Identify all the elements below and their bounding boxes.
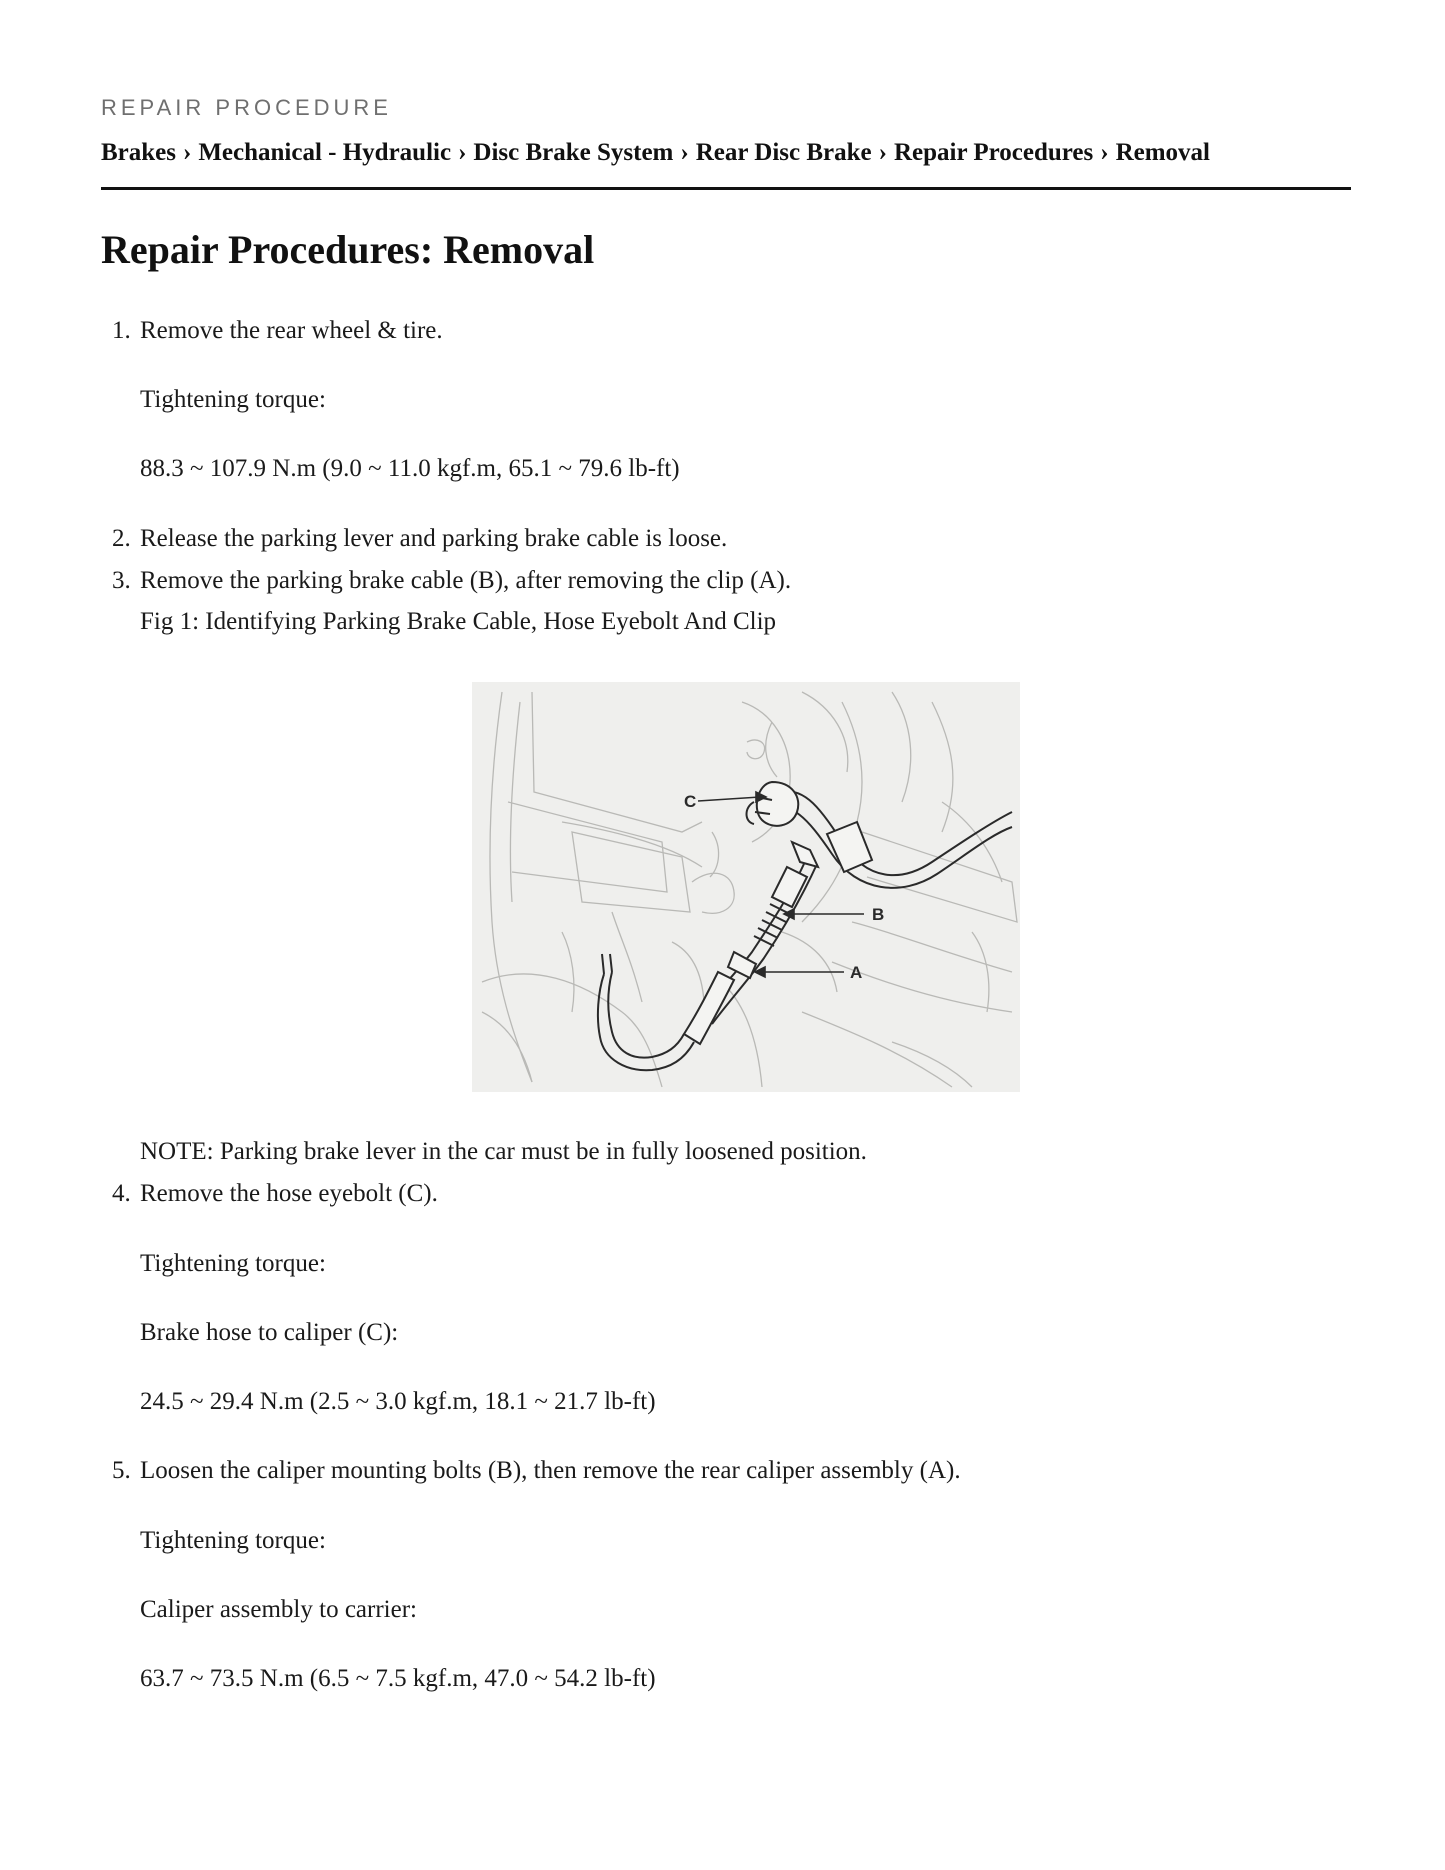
- figure-caption: Fig 1: Identifying Parking Brake Cable, Hose Eyebolt And Clip: [140, 608, 777, 635]
- breadcrumb-item: Removal: [1115, 139, 1210, 166]
- breadcrumb-separator: ›: [458, 139, 467, 166]
- step-number: 3.: [112, 567, 131, 594]
- torque-spec-label: Brake hose to caliper (C):: [140, 1319, 399, 1346]
- figure-label-b: B: [872, 905, 885, 924]
- step-text: Loosen the caliper mounting bolts (B), then remove the rear caliper assembly (A).: [140, 1457, 961, 1484]
- breadcrumb-item: Rear Disc Brake: [695, 139, 872, 166]
- step-number: 4.: [112, 1180, 131, 1207]
- header-divider: [101, 187, 1351, 190]
- step-number: 2.: [112, 525, 131, 552]
- torque-value: 63.7 ~ 73.5 N.m (6.5 ~ 7.5 kgf.m, 47.0 ~ 54.2 lb-ft): [140, 1665, 656, 1692]
- section-kicker: REPAIR PROCEDURE: [101, 95, 392, 120]
- step-text: Release the parking lever and parking brake cable is loose.: [140, 525, 728, 552]
- breadcrumb-separator: ›: [1100, 139, 1109, 166]
- step-text: Remove the rear wheel & tire.: [140, 317, 443, 344]
- step-text: Remove the hose eyebolt (C).: [140, 1180, 438, 1207]
- breadcrumb-separator: ›: [183, 139, 192, 166]
- breadcrumb-item: Repair Procedures: [893, 139, 1094, 166]
- torque-label: Tightening torque:: [140, 1250, 326, 1277]
- breadcrumb-item: Mechanical - Hydraulic: [198, 139, 452, 166]
- step-number: 5.: [112, 1457, 131, 1484]
- brake-cable-figure: [472, 682, 1020, 1092]
- figure-label-a: A: [850, 963, 863, 982]
- brake-cable-illustration: [472, 682, 1020, 1092]
- step-text: Remove the parking brake cable (B), after removing the clip (A).: [140, 567, 792, 594]
- torque-label: Tightening torque:: [140, 1527, 326, 1554]
- page-title: Repair Procedures: Removal: [101, 227, 595, 272]
- breadcrumb-item: Disc Brake System: [473, 139, 674, 166]
- note-text: NOTE: Parking brake lever in the car must be in fully loosened position.: [140, 1138, 867, 1165]
- breadcrumb-item: Brakes: [101, 139, 176, 166]
- step-number: 1.: [112, 317, 131, 344]
- breadcrumb-separator: ›: [878, 139, 887, 166]
- torque-spec-label: Caliper assembly to carrier:: [140, 1596, 417, 1623]
- torque-value: 88.3 ~ 107.9 N.m (9.0 ~ 11.0 kgf.m, 65.1 ~ 79.6 lb-ft): [140, 455, 680, 482]
- torque-label: Tightening torque:: [140, 386, 326, 413]
- breadcrumb: [101, 139, 1210, 167]
- breadcrumb-separator: ›: [680, 139, 689, 166]
- torque-value: 24.5 ~ 29.4 N.m (2.5 ~ 3.0 kgf.m, 18.1 ~ 21.7 lb-ft): [140, 1388, 656, 1415]
- figure-label-c: C: [684, 792, 697, 811]
